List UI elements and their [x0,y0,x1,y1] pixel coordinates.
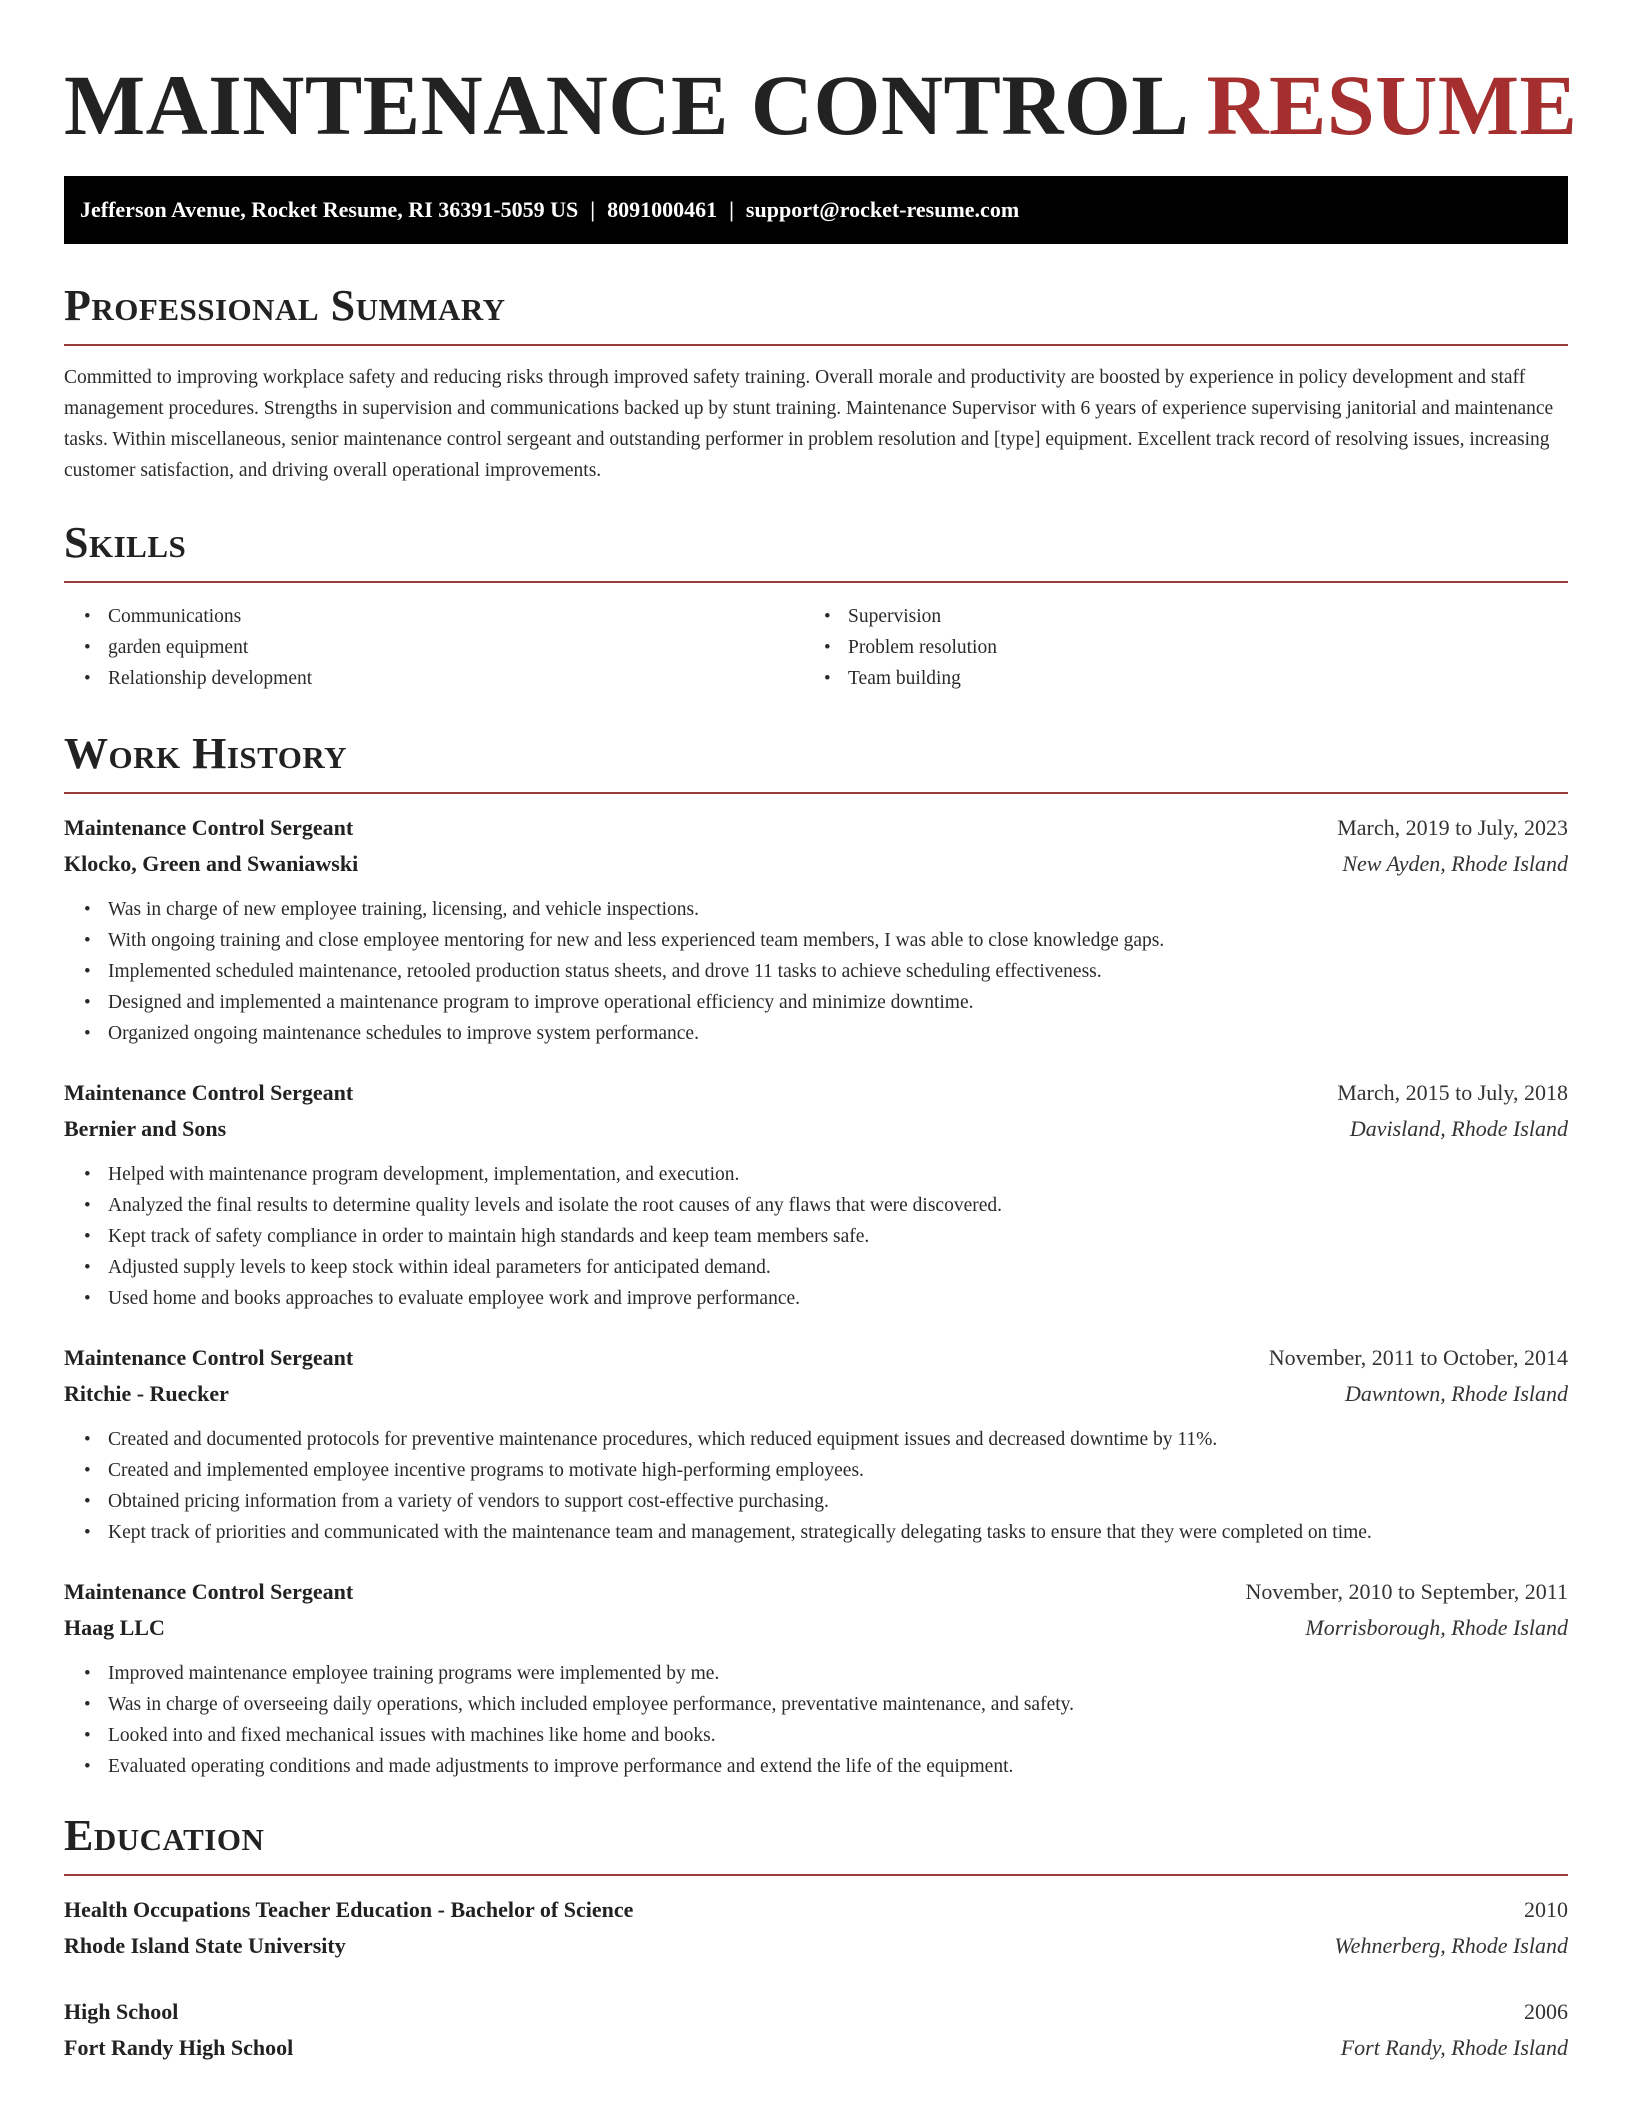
job-position: Maintenance Control Sergeant [64,815,354,840]
education-heading: Education [64,1811,265,1860]
contact-email[interactable]: support@rocket-resume.com [745,197,1020,222]
job-company: Bernier and Sons [64,1116,227,1141]
job-entry [64,1075,1568,1314]
job-bullet: • Analyzed the final results to determine quality levels and isolate the root causes of any flaws that were discovered. [108,1190,1568,1221]
job-company-row [64,846,1568,882]
education-entry [64,1892,1568,1964]
education-school-row [64,1928,1568,1964]
job-bullet: • Organized ongoing maintenance schedules to improve system performance. [108,1018,1568,1049]
job-bullet: • Was in charge of overseeing daily operations, which included employee performance, preventative maintenance, and safety. [108,1689,1568,1720]
job-bullet: • Helped with maintenance program development, implementation, and execution. [108,1159,1568,1190]
contact-separator: | [590,197,596,222]
section-divider [64,344,1568,346]
education-header-row [64,1892,1568,1928]
education-header-row [64,1994,1568,2030]
job-header-row [64,1075,1568,1111]
job-bullet: • Kept track of priorities and communicated with the maintenance team and management, strategically delegating tasks to ensure that they were completed on time. [108,1517,1568,1548]
job-bullet: • Was in charge of new employee training, licensing, and vehicle inspections. [108,894,1568,925]
section-divider [64,581,1568,583]
job-dates: March, 2019 to July, 2023 [1337,815,1568,840]
job-location: Dawntown, Rhode Island [1344,1381,1568,1406]
contact-address: Jefferson Avenue, Rocket Resume, RI 36391-5059 US [80,197,579,222]
job-bullet: • Created and documented protocols for preventive maintenance procedures, which reduced equipment issues and decreased downtime by 11%. [108,1424,1568,1455]
skills-section [64,519,1568,694]
job-company-row [64,1111,1568,1147]
job-header-row [64,810,1568,846]
summary-section [64,282,1568,486]
work-section [64,730,1568,1782]
education-degree: Health Occupations Teacher Education - Bachelor of Science [64,1897,634,1922]
job-bullet: • Evaluated operating conditions and made adjustments to improve performance and extend the life of the equipment. [108,1751,1568,1782]
skills-columns [64,601,1568,694]
section-divider [64,1874,1568,1876]
job-dates: November, 2011 to October, 2014 [1268,1345,1568,1370]
education-degree: High School [64,1999,179,2024]
resume-title-accent: RESUME [1206,57,1578,153]
education-school-row [64,2030,1568,2066]
education-entry [64,1994,1568,2066]
job-bullets [64,1658,1568,1782]
contact-phone[interactable]: 8091000461 [607,197,718,222]
job-dates: March, 2015 to July, 2018 [1337,1080,1568,1105]
contact-separator: | [729,197,734,222]
skill-item: • Relationship development [108,663,804,694]
education-location: Fort Randy, Rhode Island [1340,2035,1568,2060]
resume-title-main: MAINTENANCE CONTROL [64,57,1185,153]
section-divider [64,792,1568,794]
summary-heading: Professional Summary [64,281,506,330]
education-section [64,1812,1568,2066]
job-header-row [64,1340,1568,1376]
education-year: 2010 [1524,1897,1568,1922]
job-header-row [64,1574,1568,1610]
job-company: Klocko, Green and Swaniawski [64,851,359,876]
job-company-row [64,1610,1568,1646]
summary-text: Committed to improving workplace safety and reducing risks through improved safety training. Overall morale and productivity are boosted by experience in policy development and staff management procedures. Strengths in supervision and communications backed up by stunt training. Maintenance Supervisor with 6 years of experience supervising janitorial and maintenance tasks. Within miscellaneous, senior maintenance control sergeant and outstanding performer in problem resolution and [type] equipment. Excellent track record of resolving issues, increasing customer satisfaction, and driving overall operational improvements. [64,367,1554,481]
job-bullet: • Obtained pricing information from a variety of vendors to support cost-effective purchasing. [108,1486,1568,1517]
job-bullet: • Used home and books approaches to evaluate employee work and improve performance. [108,1283,1568,1314]
job-bullet: • Looked into and fixed mechanical issues with machines like home and books. [108,1720,1568,1751]
skill-item: • Communications [108,601,804,632]
job-entry [64,1340,1568,1548]
job-bullet: • Designed and implemented a maintenance program to improve operational efficiency and minimize downtime. [108,987,1568,1018]
skill-item: • garden equipment [108,632,804,663]
job-bullet: • Adjusted supply levels to keep stock within ideal parameters for anticipated demand. [108,1252,1568,1283]
job-dates: November, 2010 to September, 2011 [1245,1579,1568,1604]
skills-heading: Skills [64,518,187,567]
job-company: Haag LLC [64,1615,165,1640]
job-company-row [64,1376,1568,1412]
education-year: 2006 [1524,1999,1568,2024]
work-heading: Work History [64,729,348,778]
job-entry [64,1574,1568,1782]
education-school: Rhode Island State University [64,1933,346,1958]
job-position: Maintenance Control Sergeant [64,1080,354,1105]
skill-item: • Problem resolution [848,632,1544,663]
skill-item: • Team building [848,663,1544,694]
job-bullets [64,1159,1568,1314]
job-position: Maintenance Control Sergeant [64,1579,354,1604]
job-bullet: • With ongoing training and close employee mentoring for new and less experienced team members, I was able to close knowledge gaps. [108,925,1568,956]
education-school: Fort Randy High School [64,2035,294,2060]
job-entry [64,810,1568,1049]
education-location: Wehnerberg, Rhode Island [1334,1933,1568,1958]
job-company: Ritchie - Ruecker [64,1381,229,1406]
resume-title [64,0,1578,153]
resume-page [64,0,1578,2066]
contact-bar [64,176,1568,244]
job-bullet: • Kept track of safety compliance in order to maintain high standards and keep team members safe. [108,1221,1568,1252]
job-position: Maintenance Control Sergeant [64,1345,354,1370]
job-location: Morrisborough, Rhode Island [1305,1615,1568,1640]
job-bullet: • Created and implemented employee incentive programs to motivate high-performing employees. [108,1455,1568,1486]
job-bullets [64,1424,1568,1548]
job-location: Davisland, Rhode Island [1349,1116,1568,1141]
job-bullet: • Implemented scheduled maintenance, retooled production status sheets, and drove 11 tasks to achieve scheduling effectiveness. [108,956,1568,987]
job-bullets [64,894,1568,1049]
skill-item: • Supervision [848,601,1544,632]
skills-list-right [804,601,1544,694]
skills-list-left [64,601,804,694]
job-location: New Ayden, Rhode Island [1342,851,1568,876]
job-bullet: • Improved maintenance employee training programs were implemented by me. [108,1658,1568,1689]
